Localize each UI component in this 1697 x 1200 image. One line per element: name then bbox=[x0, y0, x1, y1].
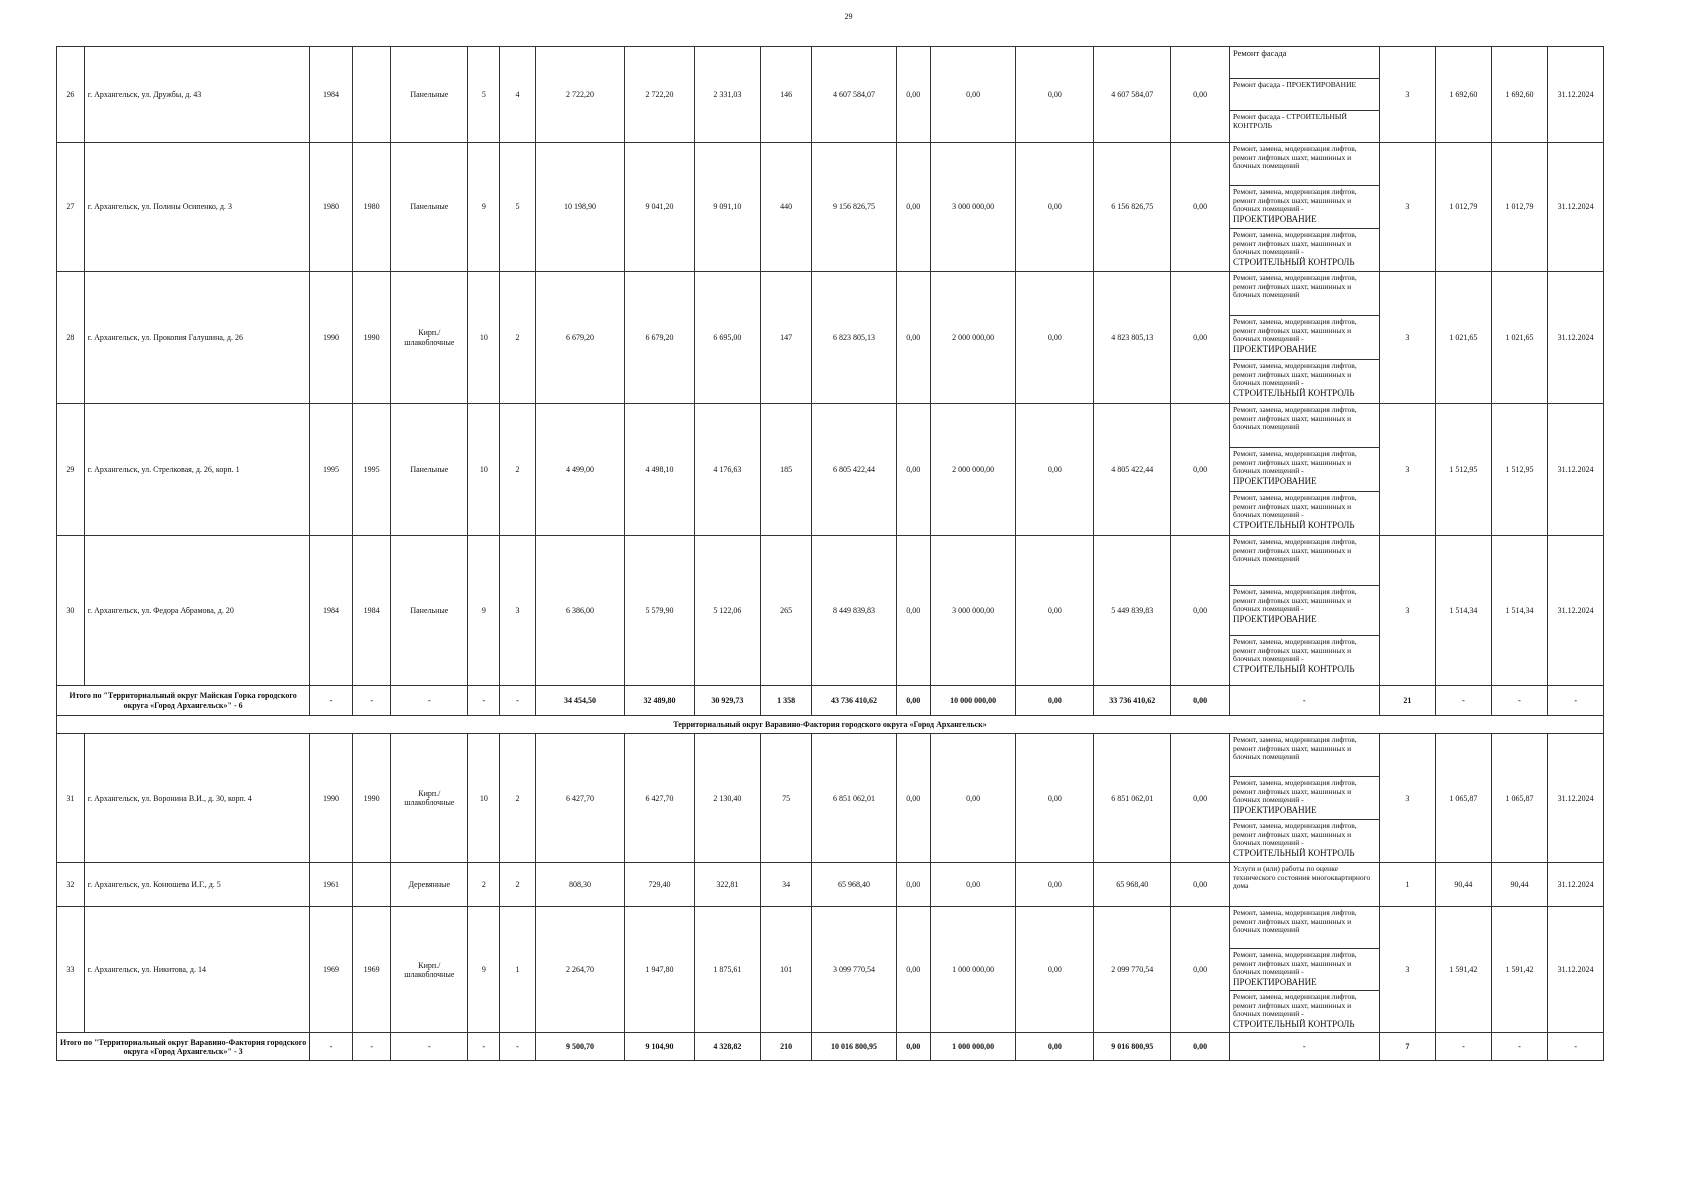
owners-funds-cell: 4 823 805,13 bbox=[1094, 272, 1171, 404]
floors-cell: 9 bbox=[468, 143, 500, 272]
area-total-total: 34 454,50 bbox=[535, 686, 625, 716]
table-row bbox=[57, 536, 1604, 586]
row-number: 32 bbox=[57, 863, 85, 907]
regional-budget-cell: 0,00 bbox=[930, 734, 1015, 863]
work-text: Услуги и (или) работы по оценке технического состояния многоквартирного дома bbox=[1232, 864, 1371, 891]
work-type-cell bbox=[1229, 316, 1379, 360]
cost-total-cell: 65 968,40 bbox=[812, 863, 896, 907]
work-caps: ПРОЕКТИРОВАНИЕ bbox=[1232, 613, 1317, 624]
row-number: 27 bbox=[57, 143, 85, 272]
area-res-total: 30 929,73 bbox=[694, 686, 760, 716]
cost-total-total: 10 016 800,95 bbox=[812, 1033, 896, 1061]
year-recon-cell: 1980 bbox=[352, 143, 390, 272]
cost-total-cell: 4 607 584,07 bbox=[812, 47, 896, 143]
dash-cell: - bbox=[1436, 686, 1492, 716]
max-cost-cell: 1 021,65 bbox=[1491, 272, 1548, 404]
deadline-cell: 31.12.2024 bbox=[1548, 143, 1604, 272]
other-funds-cell: 0,00 bbox=[1171, 272, 1230, 404]
work-text: Ремонт, замена, модернизация лифтов, ремонт лифтовых шахт, машинных и блочных помещений - bbox=[1232, 493, 1357, 520]
table-row bbox=[57, 734, 1604, 777]
work-text: Ремонт, замена, модернизация лифтов, ремонт лифтовых шахт, машинных и блочных помещений bbox=[1232, 144, 1357, 171]
local-budget-cell: 0,00 bbox=[1016, 734, 1094, 863]
fund-cell: 0,00 bbox=[896, 272, 930, 404]
max-cost-cell: 1 012,79 bbox=[1491, 143, 1548, 272]
work-text: Ремонт фасада - ПРОЕКТИРОВАНИЕ bbox=[1232, 80, 1357, 89]
dash-cell: - bbox=[391, 1033, 468, 1061]
residents-cell: 75 bbox=[761, 734, 812, 863]
work-text: Ремонт, замена, модернизация лифтов, ремонт лифтовых шахт, машинных и блочных помещений bbox=[1232, 537, 1357, 564]
works-count-cell: 3 bbox=[1379, 47, 1436, 143]
works-count-cell: 3 bbox=[1379, 143, 1436, 272]
other-funds-cell: 0,00 bbox=[1171, 47, 1230, 143]
work-caps: СТРОИТЕЛЬНЫЙ КОНТРОЛЬ bbox=[1232, 519, 1355, 530]
work-type-cell bbox=[1229, 863, 1379, 907]
area-living-cell: 9 041,20 bbox=[625, 143, 694, 272]
local-budget-cell: 0,00 bbox=[1016, 272, 1094, 404]
year-built-cell: 1990 bbox=[310, 734, 353, 863]
year-recon-cell: 1984 bbox=[352, 536, 390, 686]
table-row bbox=[57, 863, 1604, 907]
fund-cell: 0,00 bbox=[896, 863, 930, 907]
dash-cell: - bbox=[391, 686, 468, 716]
unit-cost-cell: 1 692,60 bbox=[1436, 47, 1492, 143]
table-row bbox=[57, 143, 1604, 186]
deadline-cell: 31.12.2024 bbox=[1548, 536, 1604, 686]
fund-cell: 0,00 bbox=[896, 143, 930, 272]
dash-cell: - bbox=[1229, 1033, 1379, 1061]
residents-total: 210 bbox=[761, 1033, 812, 1061]
other-total: 0,00 bbox=[1171, 1033, 1230, 1061]
work-caps: СТРОИТЕЛЬНЫЙ КОНТРОЛЬ bbox=[1232, 663, 1355, 674]
area-residential-cell: 2 331,03 bbox=[694, 47, 760, 143]
address-cell: г. Архангельск, ул. Дружбы, д. 43 bbox=[84, 47, 309, 143]
year-built-cell: 1984 bbox=[310, 536, 353, 686]
works-count-total: 7 bbox=[1379, 1033, 1436, 1061]
entrances-cell: 2 bbox=[500, 734, 535, 863]
work-text: Ремонт, замена, модернизация лифтов, ремонт лифтовых шахт, машинных и блочных помещений - bbox=[1232, 317, 1357, 344]
cost-total-cell: 6 851 062,01 bbox=[812, 734, 896, 863]
floors-cell: 5 bbox=[468, 47, 500, 143]
dash-cell: - bbox=[310, 686, 353, 716]
row-number: 30 bbox=[57, 536, 85, 686]
dash-cell: - bbox=[468, 1033, 500, 1061]
works-count-cell: 3 bbox=[1379, 404, 1436, 536]
residents-cell: 101 bbox=[761, 907, 812, 1033]
area-total-cell: 6 679,20 bbox=[535, 272, 625, 404]
floors-cell: 2 bbox=[468, 863, 500, 907]
work-type-cell bbox=[1229, 586, 1379, 636]
regional-budget-cell: 2 000 000,00 bbox=[930, 404, 1015, 536]
deadline-cell: 31.12.2024 bbox=[1548, 404, 1604, 536]
floors-cell: 10 bbox=[468, 734, 500, 863]
work-type-cell bbox=[1229, 360, 1379, 404]
regional-budget-cell: 1 000 000,00 bbox=[930, 907, 1015, 1033]
table-row bbox=[57, 907, 1604, 949]
work-type-cell bbox=[1229, 448, 1379, 492]
fund-total: 0,00 bbox=[896, 686, 930, 716]
walls-material-cell: Панельные bbox=[391, 536, 468, 686]
entrances-cell: 2 bbox=[500, 404, 535, 536]
dash-cell: - bbox=[468, 686, 500, 716]
unit-cost-cell: 1 591,42 bbox=[1436, 907, 1492, 1033]
max-cost-cell: 1 591,42 bbox=[1491, 907, 1548, 1033]
row-number: 31 bbox=[57, 734, 85, 863]
regional-budget-cell: 3 000 000,00 bbox=[930, 536, 1015, 686]
work-caps: ПРОЕКТИРОВАНИЕ bbox=[1232, 213, 1317, 224]
area-total-cell: 6 386,00 bbox=[535, 536, 625, 686]
unit-cost-cell: 1 065,87 bbox=[1436, 734, 1492, 863]
budget-regional-total: 10 000 000,00 bbox=[930, 686, 1015, 716]
owners-funds-cell: 4 805 422,44 bbox=[1094, 404, 1171, 536]
total-label: Итого по "Территориальный округ Варавино-Фактория городского округа «Город Архангельск»" - 3 bbox=[57, 1033, 310, 1061]
area-residential-cell: 6 695,00 bbox=[694, 272, 760, 404]
deadline-cell: 31.12.2024 bbox=[1548, 734, 1604, 863]
work-text: Ремонт, замена, модернизация лифтов, ремонт лифтовых шахт, машинных и блочных помещений bbox=[1232, 735, 1357, 762]
dash-cell: - bbox=[500, 1033, 535, 1061]
unit-cost-cell: 90,44 bbox=[1436, 863, 1492, 907]
entrances-cell: 2 bbox=[500, 863, 535, 907]
area-residential-cell: 322,81 bbox=[694, 863, 760, 907]
work-type-cell bbox=[1229, 186, 1379, 229]
residents-cell: 34 bbox=[761, 863, 812, 907]
unit-cost-cell: 1 021,65 bbox=[1436, 272, 1492, 404]
work-text: Ремонт, замена, модернизация лифтов, ремонт лифтовых шахт, машинных и блочных помещений bbox=[1232, 405, 1357, 432]
work-caps: ПРОЕКТИРОВАНИЕ bbox=[1232, 343, 1317, 354]
walls-material-cell: Деревянные bbox=[391, 863, 468, 907]
work-type-cell bbox=[1229, 991, 1379, 1033]
year-built-cell: 1990 bbox=[310, 272, 353, 404]
year-built-cell: 1969 bbox=[310, 907, 353, 1033]
year-recon-cell bbox=[352, 863, 390, 907]
cost-total-cell: 6 823 805,13 bbox=[812, 272, 896, 404]
area-living-cell: 729,40 bbox=[625, 863, 694, 907]
other-funds-cell: 0,00 bbox=[1171, 536, 1230, 686]
work-type-cell bbox=[1229, 636, 1379, 686]
cost-total-cell: 8 449 839,83 bbox=[812, 536, 896, 686]
work-text: Ремонт, замена, модернизация лифтов, ремонт лифтовых шахт, машинных и блочных помещений - bbox=[1232, 361, 1357, 388]
work-type-cell bbox=[1229, 229, 1379, 272]
area-living-cell: 6 427,70 bbox=[625, 734, 694, 863]
area-residential-cell: 9 091,10 bbox=[694, 143, 760, 272]
other-funds-cell: 0,00 bbox=[1171, 143, 1230, 272]
work-caps: ПРОЕКТИРОВАНИЕ bbox=[1232, 977, 1317, 988]
cost-total-cell: 3 099 770,54 bbox=[812, 907, 896, 1033]
work-type-cell bbox=[1229, 272, 1379, 316]
fund-total: 0,00 bbox=[896, 1033, 930, 1061]
area-living-cell: 6 679,20 bbox=[625, 272, 694, 404]
address-cell: г. Архангельск, ул. Прокопия Галушина, д. 26 bbox=[84, 272, 309, 404]
year-built-cell: 1984 bbox=[310, 47, 353, 143]
area-residential-cell: 5 122,06 bbox=[694, 536, 760, 686]
work-text: Ремонт, замена, модернизация лифтов, ремонт лифтовых шахт, машинных и блочных помещений - bbox=[1232, 187, 1357, 214]
work-caps: ПРОЕКТИРОВАНИЕ bbox=[1232, 805, 1317, 816]
area-living-total: 9 104,90 bbox=[625, 1033, 694, 1061]
area-living-cell: 5 579,90 bbox=[625, 536, 694, 686]
works-count-cell: 1 bbox=[1379, 863, 1436, 907]
year-built-cell: 1980 bbox=[310, 143, 353, 272]
max-cost-cell: 90,44 bbox=[1491, 863, 1548, 907]
work-text: Ремонт, замена, модернизация лифтов, ремонт лифтовых шахт, машинных и блочных помещений - bbox=[1232, 821, 1357, 848]
work-type-cell bbox=[1229, 734, 1379, 777]
address-cell: г. Архангельск, ул. Федора Абрамова, д. 20 bbox=[84, 536, 309, 686]
area-total-cell: 6 427,70 bbox=[535, 734, 625, 863]
table-row bbox=[57, 47, 1604, 79]
year-recon-cell: 1969 bbox=[352, 907, 390, 1033]
cost-total-cell: 6 805 422,44 bbox=[812, 404, 896, 536]
year-recon-cell: 1990 bbox=[352, 734, 390, 863]
area-total-cell: 2 722,20 bbox=[535, 47, 625, 143]
work-type-cell bbox=[1229, 907, 1379, 949]
residents-cell: 146 bbox=[761, 47, 812, 143]
work-type-cell bbox=[1229, 820, 1379, 863]
residents-cell: 147 bbox=[761, 272, 812, 404]
residents-total: 1 358 bbox=[761, 686, 812, 716]
owners-funds-cell: 6 156 826,75 bbox=[1094, 143, 1171, 272]
fund-cell: 0,00 bbox=[896, 907, 930, 1033]
area-residential-cell: 1 875,61 bbox=[694, 907, 760, 1033]
work-text: Ремонт, замена, модернизация лифтов, ремонт лифтовых шахт, машинных и блочных помещений - bbox=[1232, 230, 1357, 257]
address-cell: г. Архангельск, ул. Стрелковая, д. 26, корп. 1 bbox=[84, 404, 309, 536]
owners-total: 9 016 800,95 bbox=[1094, 1033, 1171, 1061]
dash-cell: - bbox=[500, 686, 535, 716]
residents-cell: 265 bbox=[761, 536, 812, 686]
area-res-total: 4 328,82 bbox=[694, 1033, 760, 1061]
fund-cell: 0,00 bbox=[896, 734, 930, 863]
area-living-total: 32 489,80 bbox=[625, 686, 694, 716]
work-type-cell bbox=[1229, 949, 1379, 991]
dash-cell: - bbox=[310, 1033, 353, 1061]
row-number: 33 bbox=[57, 907, 85, 1033]
unit-cost-cell: 1 514,34 bbox=[1436, 536, 1492, 686]
max-cost-cell: 1 065,87 bbox=[1491, 734, 1548, 863]
work-caps: ПРОЕКТИРОВАНИЕ bbox=[1232, 475, 1317, 486]
year-built-cell: 1995 bbox=[310, 404, 353, 536]
area-residential-cell: 2 130,40 bbox=[694, 734, 760, 863]
work-type-cell bbox=[1229, 777, 1379, 820]
works-count-cell: 3 bbox=[1379, 907, 1436, 1033]
walls-material-cell: Кирп./ шлакоблочные bbox=[391, 734, 468, 863]
dash-cell: - bbox=[1229, 686, 1379, 716]
work-text: Ремонт, замена, модернизация лифтов, ремонт лифтовых шахт, машинных и блочных помещений bbox=[1232, 273, 1357, 300]
total-row bbox=[57, 686, 1604, 716]
address-cell: г. Архангельск, ул. Полины Осипенко, д. 3 bbox=[84, 143, 309, 272]
walls-material-cell: Панельные bbox=[391, 143, 468, 272]
work-caps: СТРОИТЕЛЬНЫЙ КОНТРОЛЬ bbox=[1232, 387, 1355, 398]
works-count-cell: 3 bbox=[1379, 272, 1436, 404]
deadline-cell: 31.12.2024 bbox=[1548, 863, 1604, 907]
residents-cell: 440 bbox=[761, 143, 812, 272]
deadline-cell: 31.12.2024 bbox=[1548, 907, 1604, 1033]
walls-material-cell: Кирп./ шлакоблочные bbox=[391, 272, 468, 404]
page-number: 29 bbox=[844, 12, 853, 21]
area-total-cell: 4 499,00 bbox=[535, 404, 625, 536]
work-type-cell bbox=[1229, 47, 1379, 79]
fund-cell: 0,00 bbox=[896, 404, 930, 536]
year-recon-cell: 1995 bbox=[352, 404, 390, 536]
year-recon-cell: 1990 bbox=[352, 272, 390, 404]
regional-budget-cell: 0,00 bbox=[930, 863, 1015, 907]
area-total-cell: 2 264,70 bbox=[535, 907, 625, 1033]
total-label: Итого по "Территориальный округ Майская Горка городского округа «Город Архангельск»" - 6 bbox=[57, 686, 310, 716]
deadline-cell: 31.12.2024 bbox=[1548, 47, 1604, 143]
work-type-cell bbox=[1229, 536, 1379, 586]
local-budget-cell: 0,00 bbox=[1016, 907, 1094, 1033]
other-funds-cell: 0,00 bbox=[1171, 907, 1230, 1033]
budget-local-total: 0,00 bbox=[1016, 686, 1094, 716]
address-cell: г. Архангельск, ул. Воронина В.И., д. 30, корп. 4 bbox=[84, 734, 309, 863]
unit-cost-cell: 1 512,95 bbox=[1436, 404, 1492, 536]
budget-regional-total: 1 000 000,00 bbox=[930, 1033, 1015, 1061]
entrances-cell: 4 bbox=[500, 47, 535, 143]
max-cost-cell: 1 512,95 bbox=[1491, 404, 1548, 536]
deadline-cell: 31.12.2024 bbox=[1548, 272, 1604, 404]
other-funds-cell: 0,00 bbox=[1171, 734, 1230, 863]
local-budget-cell: 0,00 bbox=[1016, 863, 1094, 907]
residents-cell: 185 bbox=[761, 404, 812, 536]
dash-cell: - bbox=[352, 1033, 390, 1061]
area-residential-cell: 4 176,63 bbox=[694, 404, 760, 536]
table-row bbox=[57, 272, 1604, 316]
work-caps: СТРОИТЕЛЬНЫЙ КОНТРОЛЬ bbox=[1232, 1019, 1355, 1030]
floors-cell: 9 bbox=[468, 907, 500, 1033]
address-cell: г. Архангельск, ул. Никитова, д. 14 bbox=[84, 907, 309, 1033]
table-row bbox=[57, 404, 1604, 448]
dash-cell: - bbox=[1436, 1033, 1492, 1061]
district-header: Территориальный округ Варавино-Фактория городского округа «Город Архангельск» bbox=[57, 716, 1604, 734]
work-type-cell bbox=[1229, 79, 1379, 111]
work-text: Ремонт, замена, модернизация лифтов, ремонт лифтовых шахт, машинных и блочных помещений - bbox=[1232, 950, 1357, 977]
owners-funds-cell: 4 607 584,07 bbox=[1094, 47, 1171, 143]
row-number: 28 bbox=[57, 272, 85, 404]
entrances-cell: 1 bbox=[500, 907, 535, 1033]
fund-cell: 0,00 bbox=[896, 536, 930, 686]
row-number: 26 bbox=[57, 47, 85, 143]
district-header-row bbox=[57, 716, 1604, 734]
work-caps: СТРОИТЕЛЬНЫЙ КОНТРОЛЬ bbox=[1232, 256, 1355, 267]
other-funds-cell: 0,00 bbox=[1171, 404, 1230, 536]
dash-cell: - bbox=[1491, 686, 1548, 716]
other-funds-cell: 0,00 bbox=[1171, 863, 1230, 907]
owners-funds-cell: 5 449 839,83 bbox=[1094, 536, 1171, 686]
area-living-cell: 2 722,20 bbox=[625, 47, 694, 143]
work-text: Ремонт фасада bbox=[1232, 48, 1287, 58]
unit-cost-cell: 1 012,79 bbox=[1436, 143, 1492, 272]
year-recon-cell bbox=[352, 47, 390, 143]
floors-cell: 10 bbox=[468, 272, 500, 404]
entrances-cell: 5 bbox=[500, 143, 535, 272]
fund-cell: 0,00 bbox=[896, 47, 930, 143]
works-count-cell: 3 bbox=[1379, 734, 1436, 863]
area-living-cell: 1 947,80 bbox=[625, 907, 694, 1033]
regional-budget-cell: 2 000 000,00 bbox=[930, 272, 1015, 404]
work-type-cell bbox=[1229, 111, 1379, 143]
dash-cell: - bbox=[1548, 686, 1604, 716]
floors-cell: 9 bbox=[468, 536, 500, 686]
work-text: Ремонт, замена, модернизация лифтов, ремонт лифтовых шахт, машинных и блочных помещений - bbox=[1232, 449, 1357, 476]
walls-material-cell: Панельные bbox=[391, 404, 468, 536]
area-total-total: 9 500,70 bbox=[535, 1033, 625, 1061]
work-text: Ремонт, замена, модернизация лифтов, ремонт лифтовых шахт, машинных и блочных помещений - bbox=[1232, 637, 1357, 664]
work-text: Ремонт фасада - СТРОИТЕЛЬНЫЙ КОНТРОЛЬ bbox=[1232, 112, 1347, 130]
works-count-total: 21 bbox=[1379, 686, 1436, 716]
total-row bbox=[57, 1033, 1604, 1061]
regional-budget-cell: 3 000 000,00 bbox=[930, 143, 1015, 272]
entrances-cell: 3 bbox=[500, 536, 535, 686]
other-total: 0,00 bbox=[1171, 686, 1230, 716]
work-type-cell bbox=[1229, 492, 1379, 536]
work-text: Ремонт, замена, модернизация лифтов, ремонт лифтовых шахт, машинных и блочных помещений - bbox=[1232, 992, 1357, 1019]
dash-cell: - bbox=[352, 686, 390, 716]
walls-material-cell: Кирп./ шлакоблочные bbox=[391, 907, 468, 1033]
work-type-cell bbox=[1229, 143, 1379, 186]
owners-funds-cell: 2 099 770,54 bbox=[1094, 907, 1171, 1033]
dash-cell: - bbox=[1491, 1033, 1548, 1061]
area-total-cell: 10 198,90 bbox=[535, 143, 625, 272]
work-text: Ремонт, замена, модернизация лифтов, ремонт лифтовых шахт, машинных и блочных помещений - bbox=[1232, 778, 1357, 805]
work-type-cell bbox=[1229, 404, 1379, 448]
walls-material-cell: Панельные bbox=[391, 47, 468, 143]
work-text: Ремонт, замена, модернизация лифтов, ремонт лифтовых шахт, машинных и блочных помещений bbox=[1232, 908, 1357, 935]
area-total-cell: 808,30 bbox=[535, 863, 625, 907]
works-count-cell: 3 bbox=[1379, 536, 1436, 686]
address-cell: г. Архангельск, ул. Конюшева И.Г., д. 5 bbox=[84, 863, 309, 907]
row-number: 29 bbox=[57, 404, 85, 536]
floors-cell: 10 bbox=[468, 404, 500, 536]
year-built-cell: 1961 bbox=[310, 863, 353, 907]
budget-local-total: 0,00 bbox=[1016, 1033, 1094, 1061]
dash-cell: - bbox=[1548, 1033, 1604, 1061]
max-cost-cell: 1 514,34 bbox=[1491, 536, 1548, 686]
owners-funds-cell: 65 968,40 bbox=[1094, 863, 1171, 907]
local-budget-cell: 0,00 bbox=[1016, 47, 1094, 143]
area-living-cell: 4 498,10 bbox=[625, 404, 694, 536]
work-text: Ремонт, замена, модернизация лифтов, ремонт лифтовых шахт, машинных и блочных помещений - bbox=[1232, 587, 1357, 614]
entrances-cell: 2 bbox=[500, 272, 535, 404]
cost-total-total: 43 736 410,62 bbox=[812, 686, 896, 716]
local-budget-cell: 0,00 bbox=[1016, 404, 1094, 536]
regional-budget-cell: 0,00 bbox=[930, 47, 1015, 143]
owners-total: 33 736 410,62 bbox=[1094, 686, 1171, 716]
owners-funds-cell: 6 851 062,01 bbox=[1094, 734, 1171, 863]
cost-total-cell: 9 156 826,75 bbox=[812, 143, 896, 272]
local-budget-cell: 0,00 bbox=[1016, 143, 1094, 272]
local-budget-cell: 0,00 bbox=[1016, 536, 1094, 686]
capital-repair-table bbox=[56, 46, 1604, 1061]
max-cost-cell: 1 692,60 bbox=[1491, 47, 1548, 143]
work-caps: СТРОИТЕЛЬНЫЙ КОНТРОЛЬ bbox=[1232, 848, 1355, 859]
